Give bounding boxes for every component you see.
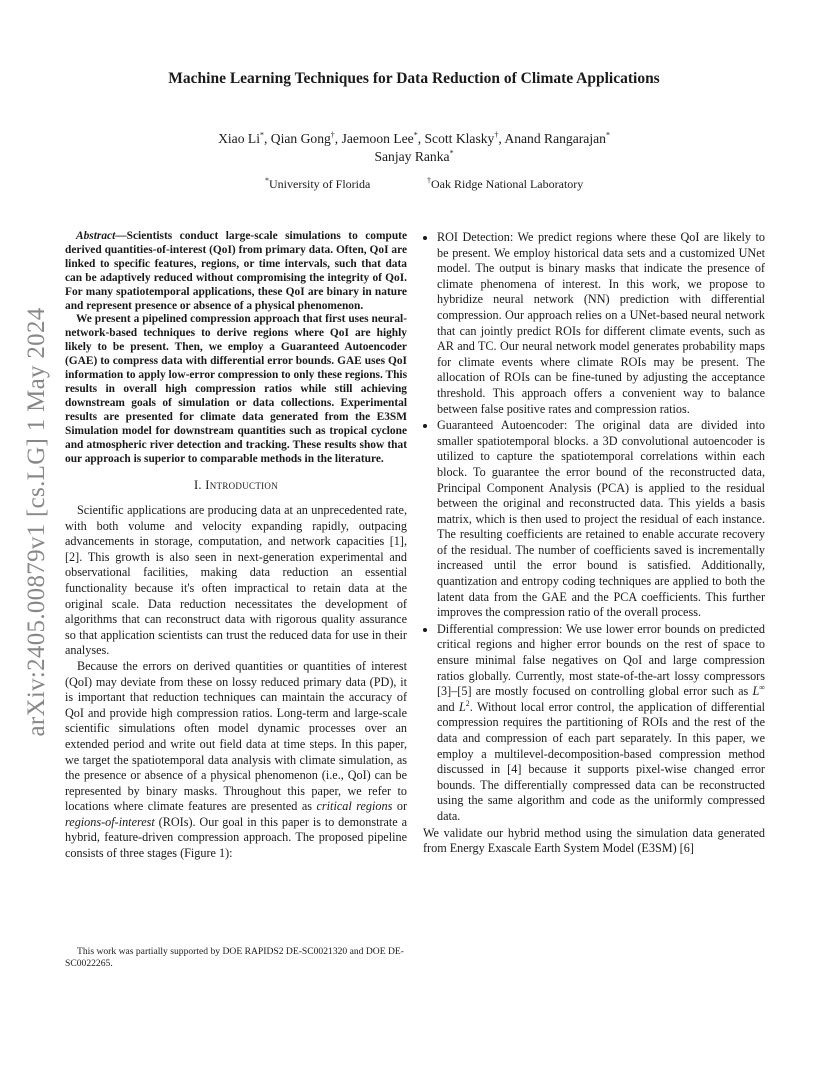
author-name: Anand Rangarajan (504, 131, 606, 146)
abstract (65, 230, 407, 466)
footnote (65, 946, 407, 970)
affiliation-mark: * (265, 176, 269, 185)
body-paragraph: Scientific applications are producing data at an unprecedented rate, with both volume and velocity expanding rapidly, outpacing advancements in storage, computation, and network capacities [1], [2]. This growth is also seen in next-generation experimental and observational facilities, making data reduction an essential functionality because it's often impractical to retain data at the original scale. Data reduction necessitates the development of algorithms that can reconstruct data with rigorous quality assurance so that application scientists can trust the reduced data for use in their analyses. (65, 503, 407, 658)
list-item: • Guaranteed Autoencoder: The original data are divided into smaller spatiotemporal blocks. a 3D convolutional autoencoder is utilized to capture the spatiotemporal correlations within each block. To guarantee the error bound of the reconstructed data, Principal Component Analysis (PCA) is applied to the residual between the original and reconstructed data. This yields a basis matrix, which is then used to project the residual of each instance. The resulting coefficients are retained to enable accurate recovery of the residual. The number of coefficients saved is incrementally increased until the error bound is satisfied. Additionally, quantization and entropy coding techniques are applied to both the latent data from the GAE and the PCA coefficients. This further improves the compression ratio of the overall process. (437, 418, 765, 621)
affiliation-mark: * (605, 130, 610, 140)
affiliation-ornl (427, 177, 583, 192)
abstract-label: Abstract (76, 230, 116, 242)
abstract-paragraph: We present a pipelined compression approach that first uses neural-network-based techniques to derive regions where QoI are highly likely to be present. Then, we employ a Guaranteed Autoencoder (GAE) to compress data with differential error bounds. GAE uses QoI information to apply low-error compression to only these regions. This results in overall high compression ratios while still achieving downstream goals of simulation or data collections. Experimental results are presented for climate data generated from the E3SM Simulation model for downstream quantities such as tropical cyclone and atmospheric river detection and tracking. These results show that our approach is superior to comparable methods in the literature. (65, 313, 407, 465)
affiliation-mark: † (494, 130, 499, 140)
author-list: Xiao Li*, Qian Gong†, Jaemoon Lee*, Scott Klasky†, Anand Rangarajan* Sanjay Ranka* (218, 130, 610, 164)
author-name: Sanjay Ranka (374, 149, 450, 164)
paper-title: Machine Learning Techniques for Data Reduction of Climate Applications (168, 70, 660, 87)
arxiv-stamp (22, 287, 52, 757)
pipeline-stages-list (423, 230, 765, 825)
arxiv-identifier: arXiv:2405.00879v1 [cs.LG] 1 May 2024 (23, 307, 50, 737)
affiliation-uf (265, 177, 370, 192)
affiliation-mark: † (330, 130, 335, 140)
affiliation-mark: * (259, 130, 264, 140)
author-name: Jaemoon Lee (341, 131, 414, 146)
list-item: • Differential compression: We use lower error bounds on predicted critical regions and higher error bounds on the rest of space to ensure minimal false negatives on QoI and large compression ratios globally. Currently, most state-of-the-art lossy compressors [3]–[5] are mostly focused on controlling global error such as L∞ and $L^2$. Without local error control, the application of differential compression requires the partitioning of ROIs and the rest of the data and compression of each part separately. In this paper, we employ a multilevel-decomposition-based compression method discussed in [4] because it supports pixel-wise changed error bounds. The differentially compressed data can be reconstructed using the same algorithm and code as the uniformly compressed data. (437, 622, 765, 825)
abstract-paragraph: Abstract—Scientists conduct large-scale simulations to compute derived quantities-of-interest (QoI) from primary data. Often, QoI are linked to specific features, regions, or time intervals, such that data can be adaptively reduced without compromising the integrity of QoI. For many spatiotemporal applications, these QoI are binary in nature and represent presence or absence of a physical phenomenon. (65, 230, 407, 312)
body-paragraph: We validate our hybrid method using the simulation data generated from Energy Exascale Earth System Model (E3SM) [6] (423, 825, 765, 856)
affiliation-name: Oak Ridge National Laboratory (431, 177, 584, 191)
affiliation-mark: † (427, 176, 431, 185)
body-paragraph: Because the errors on derived quantities or quantities of interest (QoI) may deviate from these on lossy reduced primary data (PD), it is important that reduction techniques can maintain the accuracy of QoI and provide high compression ratios. Long-term and large-scale scientific simulations often model dynamic processes over an extended period and write out field data at time steps. In this paper, we target the spatiotemporal data analysis with climate simulation, as the presence or absence of a physical phenomenon (i.e., QoI) can be represented by binary masks. Throughout this paper, we refer to locations where climate features are presented as critical regions or regions-of-interest (ROIs). Our goal in this paper is to demonstrate a hybrid, feature-driven compression approach. The proposed pipeline consists of three stages (Figure 1): (65, 658, 408, 861)
author-name: Xiao Li (218, 131, 260, 146)
left-column (65, 230, 407, 862)
right-column (423, 230, 765, 857)
author-name: Scott Klasky (424, 131, 495, 146)
affiliation-mark: * (449, 148, 454, 158)
introduction-body (65, 503, 407, 862)
list-item: • ROI Detection: We predict regions where these QoI are likely to be present. We employ historical data sets and a customized UNet model. The output is binary masks that indicate the presence of climate phenomena of interest. In this work, we propose to hybridize neural network (NN) prediction with differential compression. Our approach relies on a UNet-based neural network that can jointly predict ROIs for different climate events, such as AR and TC. Our neural network model generates probability maps for climate events where climate ROIs may be present. The allocation of ROIs can be fine-tuned by adjusting the acceptance threshold. This approach offers a convenient way to balance between false positive rates and compression ratios. (437, 230, 765, 417)
author-name: Qian Gong (270, 131, 331, 146)
affiliation-name: University of Florida (269, 177, 371, 191)
funding-note: This work was partially supported by DOE RAPIDS2 DE-SC0021320 and DOE DE-SC0022265. (65, 946, 404, 969)
section-heading: I. Introduction (193, 478, 279, 493)
affiliation-mark: * (413, 130, 418, 140)
